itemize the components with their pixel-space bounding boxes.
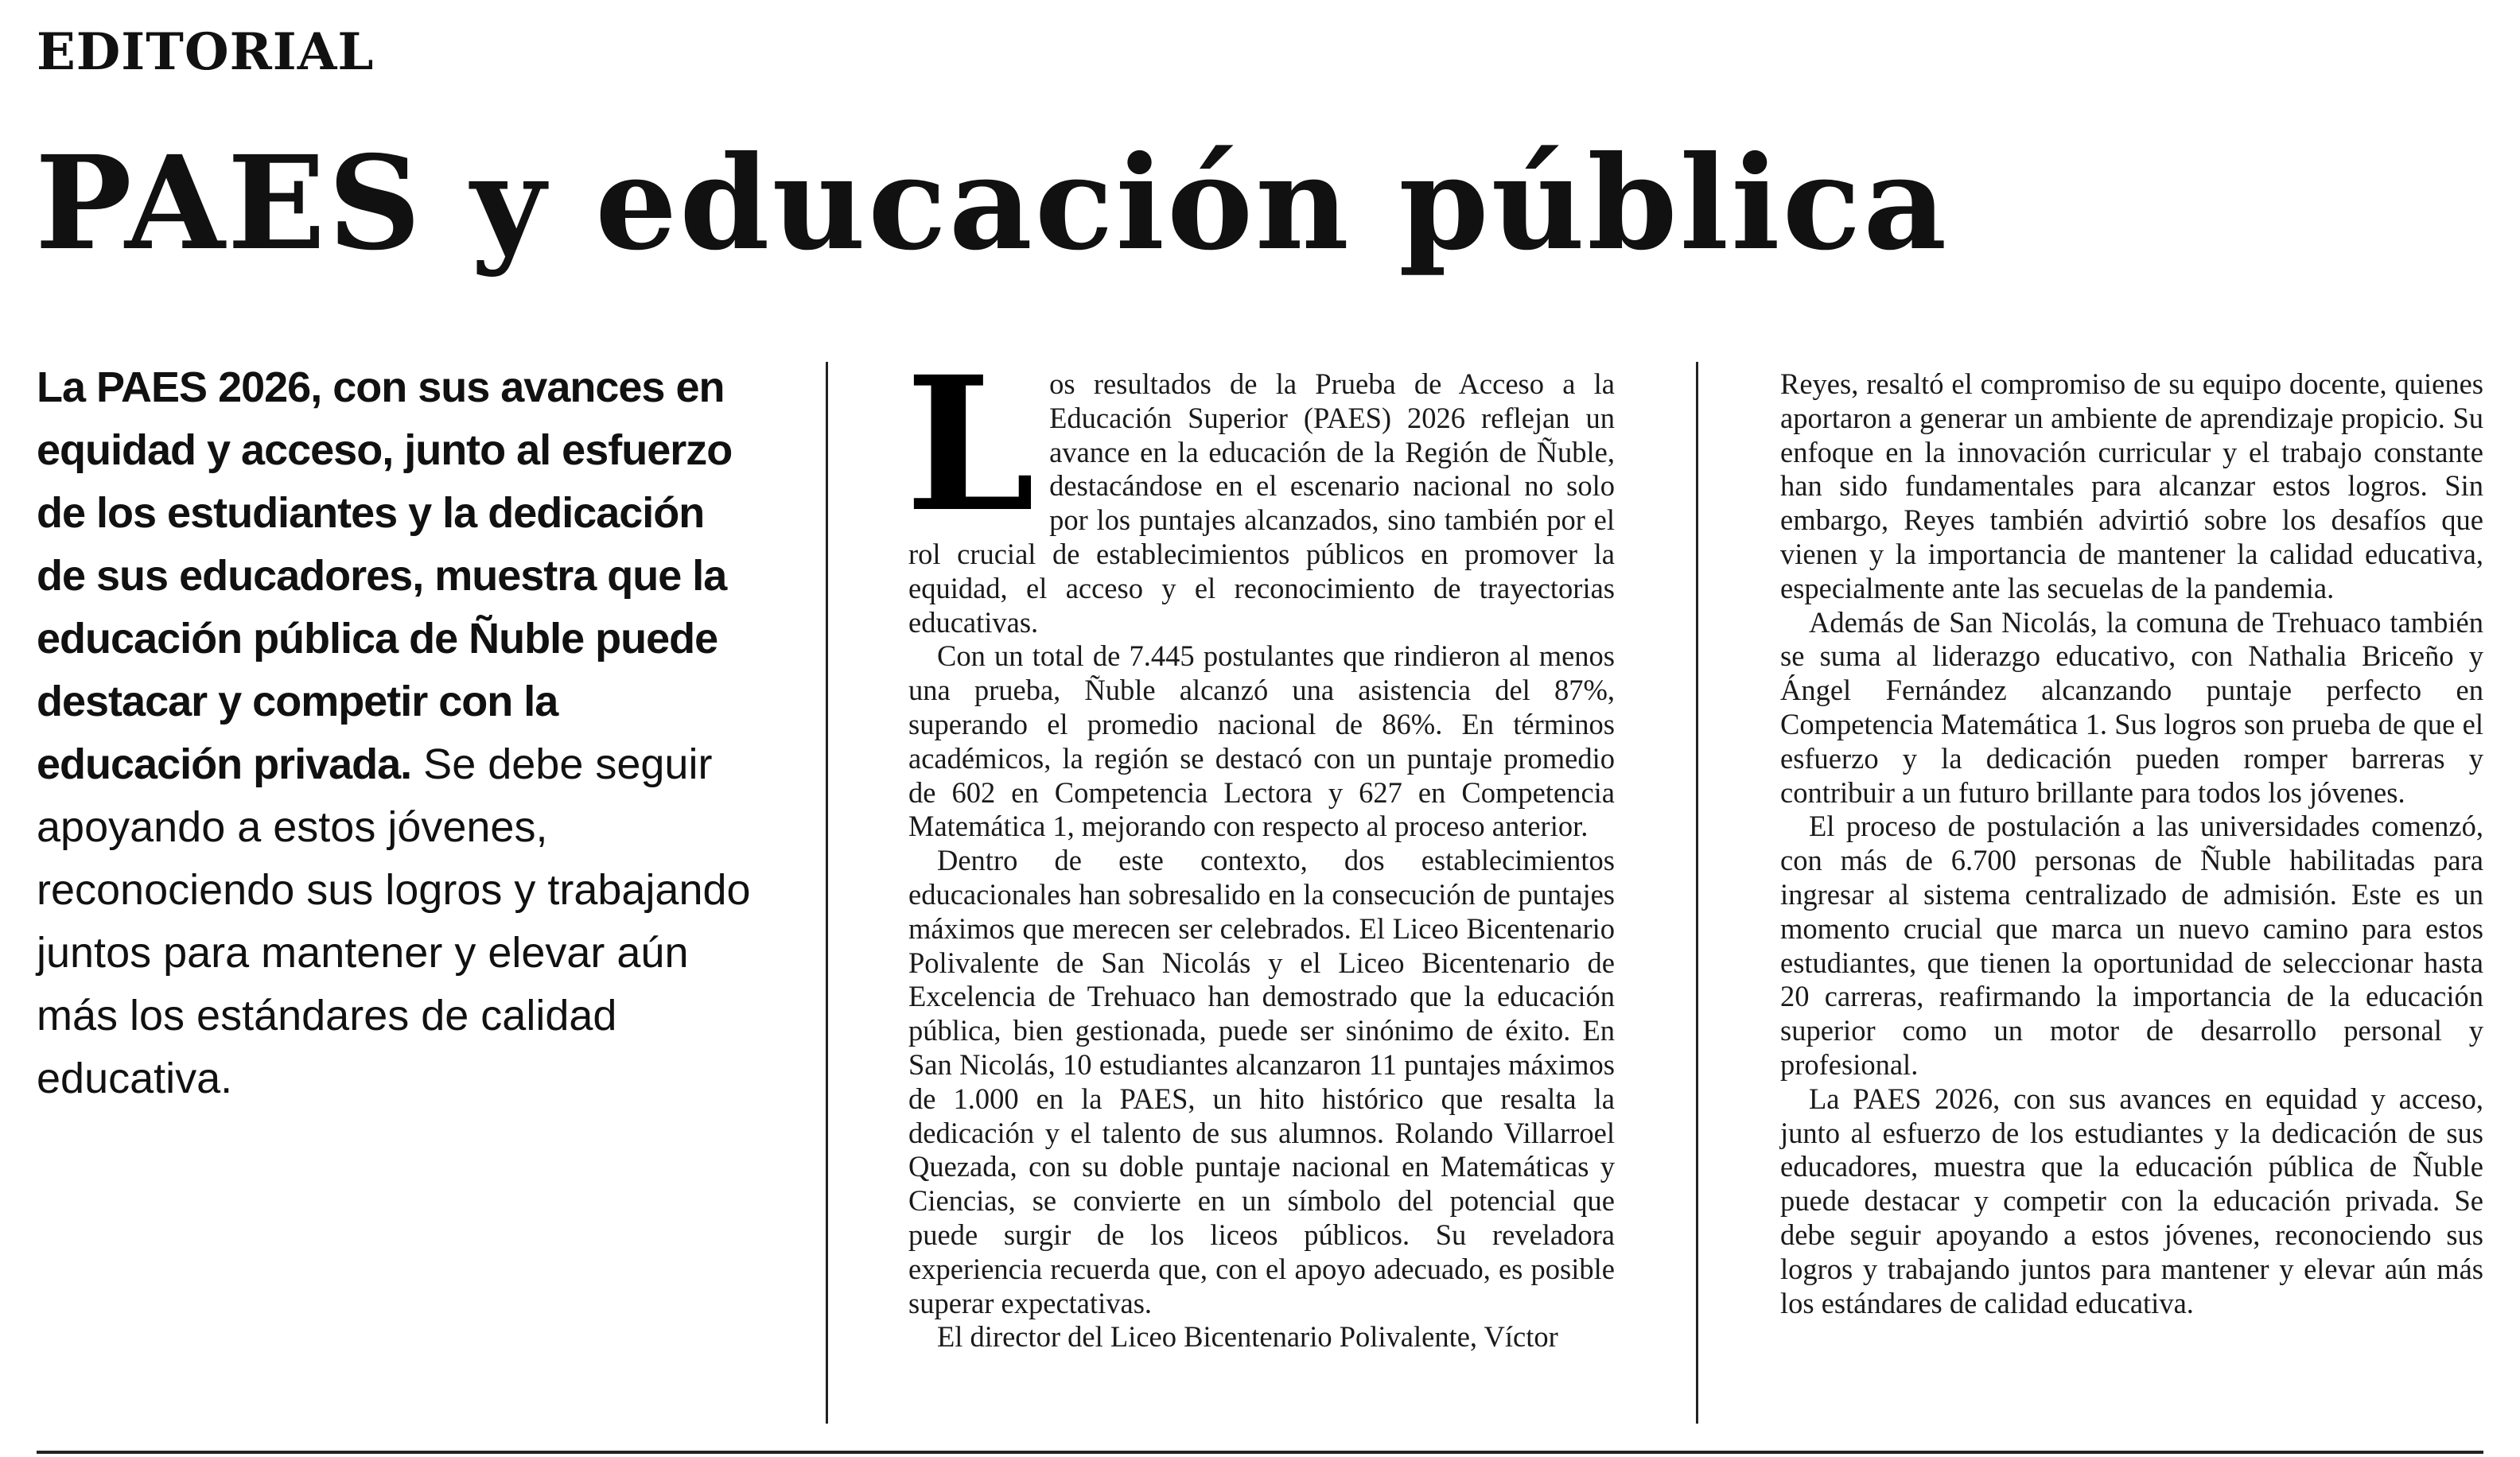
body-column-1	[905, 336, 1615, 1354]
dropcap: L	[905, 336, 1036, 553]
body-paragraph: os resultados de la Prueba de Acceso a la Educación Superior (PAES) 2026 reflejan un avance en la educación de la Región de Ñuble, destacándose en el escenario nacional no solo por los puntajes alcanzados, sino también por el rol crucial de establecimientos públicos en promover la equidad, el acceso y el reconocimiento de trayectorias educativas.	[908, 367, 1615, 639]
body-paragraph: Dentro de este contexto, dos establecimientos educacionales han sobresalido en la consecución de puntajes máximos que merecen ser celebrados. El Liceo Bicentenario Polivalente de San Nicolás y el Liceo Bicentenario de Excelencia de Trehuaco han demostrado que la educación pública, bien gestionada, puede ser sinónimo de éxito. En San Nicolás, 10 estudiantes alcanzaron 11 puntajes máximos de 1.000 en la PAES, un hito histórico que resalta la dedicación y el talento de sus alumnos. Rolando Villarroel Quezada, con su doble puntaje nacional en Matemáticas y Ciencias, se convierte en un símbolo del potencial que puede surgir de los liceos públicos. Su reveladora experiencia recuerda que, con el apoyo adecuado, es posible superar expectativas.	[908, 844, 1615, 1319]
column-divider-right	[1696, 362, 1698, 1424]
body-paragraph: La PAES 2026, con sus avances en equidad y acceso, junto al esfuerzo de los estudiantes y la dedicación de sus educadores, muestra que la educación pública de Ñuble puede destacar y competir con la educación privada. Se debe seguir apoyando a estos jóvenes, reconociendo sus logros y trabajando juntos para mantener y elevar aún más los estándares de calidad educativa.	[1780, 1082, 2483, 1319]
body-column-2	[1780, 367, 2483, 1320]
lead-regular-text: Se debe seguir apoyando a estos jóvenes, reconociendo sus logros y trabajando juntos para mantener y elevar aún más los estándares de calidad educativa.	[37, 740, 751, 1102]
bottom-rule	[37, 1451, 2483, 1454]
headline: PAES y educación pública	[35, 128, 1950, 279]
section-label: EDITORIAL	[37, 22, 375, 82]
body-paragraph: El proceso de postulación a las universidades comenzó, con más de 6.700 personas de Ñuble habilitadas para ingresar al sistema centralizado de admisión. Este es un momento crucial que marca un nuevo camino para estos estudiantes, que tienen la oportunidad de seleccionar hasta 20 carreras, reafirmando la importancia de la educación superior como un motor de desarrollo personal y profesional.	[1780, 810, 2483, 1081]
body-paragraph: El director del Liceo Bicentenario Polivalente, Víctor	[937, 1320, 1558, 1354]
lead-bold-text: La PAES 2026, con sus avances en equidad y acceso, junto al esfuerzo de los estudiantes y la dedicación de sus educadores, muestra que la educación pública de Ñuble puede destacar y competir con la educación privada.	[37, 363, 733, 788]
lead-paragraph	[37, 356, 752, 1110]
body-paragraph: Además de San Nicolás, la comuna de Trehuaco también se suma al liderazgo educativo, con Nathalia Briceño y Ángel Fernández alcanzando puntaje perfecto en Competencia Matemática 1. Sus logros son prueba de que el esfuerzo y la dedicación pueden romper barreras y contribuir a un futuro brillante para todos los jóvenes.	[1780, 605, 2483, 809]
column-divider-left	[826, 362, 828, 1424]
body-paragraph: Reyes, resaltó el compromiso de su equipo docente, quienes aportaron a generar un ambiente de aprendizaje propicio. Su enfoque en la innovación curricular y el trabajo constante han sido fundamentales para alcanzar estos logros. Sin embargo, Reyes también advirtió sobre los desafíos que vienen y la importancia de mantener la calidad educativa, especialmente ante las secuelas de la pandemia.	[1780, 367, 2483, 604]
body-paragraph: Con un total de 7.445 postulantes que rindieron al menos una prueba, Ñuble alcanzó una asistencia del 87%, superando el promedio nacional de 86%. En términos académicos, la región se destacó con un puntaje promedio de 602 en Competencia Lectora y 627 en Competencia Matemática 1, mejorando con respecto al proceso anterior.	[908, 639, 1615, 843]
